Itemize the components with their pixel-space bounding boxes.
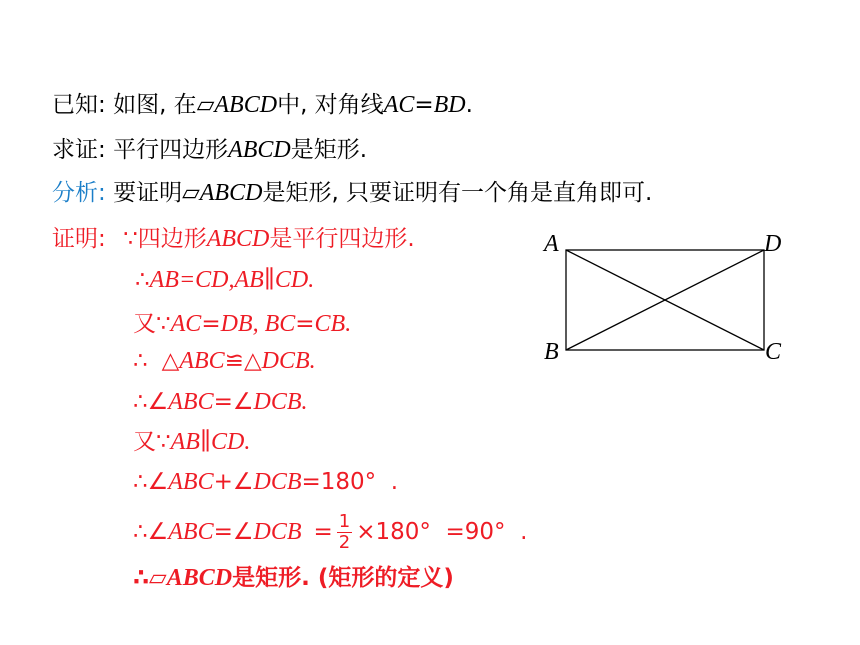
- parallelogram-icon: ▱: [149, 565, 167, 591]
- vertex-label-b: B: [544, 339, 559, 365]
- analysis-label: 分析:: [52, 180, 106, 206]
- parallelogram-icon: ▱: [196, 92, 215, 118]
- parallelogram-icon: ▱: [182, 180, 200, 206]
- therefore-icon: ∴: [133, 565, 150, 591]
- fraction-one-half: $\frac{1}{2}$: [338, 511, 351, 553]
- proof-line-2: ∴AB=CD,AB∥CD.: [135, 267, 315, 293]
- therefore-icon: ∴: [133, 469, 148, 495]
- prove-line: 求证: 平行四边形ABCD是矩形.: [52, 137, 368, 163]
- prove-label: 求证:: [52, 137, 106, 163]
- given-line: 已知: 如图, 在▱ABCD中, 对角线AC=BD.: [52, 92, 473, 118]
- proof-line-3: 又∵AC=DB, BC=CB.: [133, 311, 352, 337]
- rectangle-figure: [540, 225, 800, 375]
- analysis-line: 分析: 要证明▱ABCD是矩形, 只要证明有一个角是直角即可.: [52, 180, 653, 206]
- proof-line-4: ∴ △ABC≌△DCB.: [133, 348, 316, 374]
- proof-line-8: ∴∠ABC=∠DCB = $\frac{1}{2}$ ×180° =90° .: [133, 511, 528, 553]
- vertex-label-a: A: [544, 231, 559, 257]
- because-icon: ∵: [123, 226, 138, 252]
- vertex-label-d: D: [764, 231, 782, 257]
- given-label: 已知:: [52, 92, 106, 118]
- because-icon: ∵: [156, 311, 171, 337]
- proof-line-1: 证明: ∵四边形ABCD是平行四边形.: [52, 226, 415, 252]
- therefore-icon: ∴: [135, 267, 150, 293]
- proof-line-5: ∴∠ABC=∠DCB.: [133, 389, 308, 415]
- therefore-icon: ∴: [133, 389, 148, 415]
- proof-line-6: 又∵AB∥CD.: [133, 429, 251, 455]
- proof-line-9: ∴▱ABCD是矩形. (矩形的定义): [133, 565, 454, 591]
- proof-line-7: ∴∠ABC+∠DCB=180° .: [133, 469, 399, 495]
- proof-label: 证明:: [52, 226, 106, 252]
- vertex-label-c: C: [765, 339, 782, 365]
- therefore-icon: ∴: [133, 519, 148, 545]
- because-icon: ∵: [156, 429, 171, 455]
- therefore-icon: ∴: [133, 348, 148, 374]
